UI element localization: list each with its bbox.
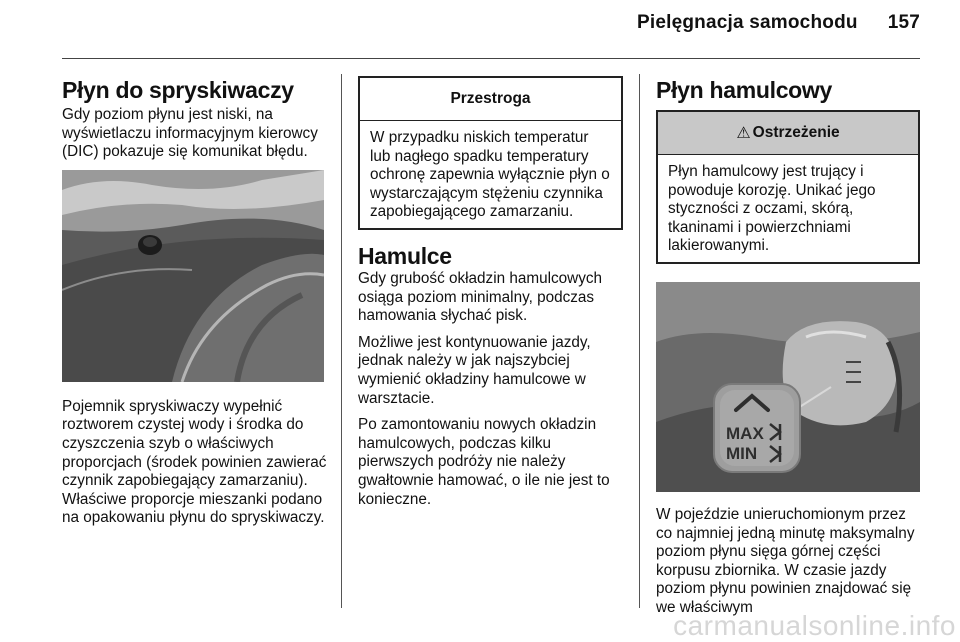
column-divider-left <box>341 74 342 608</box>
page-number: 157 <box>887 12 920 33</box>
washer-fluid-body: Pojemnik spryskiwaczy wypełnić roztworem czystej wody i środka do czyszczenia szyb o właściwych proporcjach (środek powinien zawierać czynnik zapobiegający zamarzaniu). Właściwe proporcje mieszanki podano na opakowaniu płynu do spryskiwaczy. <box>62 397 327 527</box>
column-divider-right <box>639 74 640 608</box>
warning-triangle-icon: ⚠ <box>736 125 751 142</box>
photo-label-max: MAX <box>726 423 764 443</box>
middle-column <box>358 76 623 517</box>
brakes-paragraph-1: Gdy grubość okładzin hamulcowych osiąga poziom minimalny, podczas hamowania słychać pisk. <box>358 269 603 325</box>
warning-header <box>658 112 918 155</box>
page-header <box>637 12 920 34</box>
caution-text: W przypadku niskich temperatur lub nagłego spadku temperatury ochronę zapewnia wyłącznie płyn o wystarczającym stężeniu czynnika zapobiegającego zamarzaniu. <box>370 129 610 221</box>
washer-fluid-intro: Gdy poziom płynu jest niski, na wyświetlaczu informacyjnym kierowcy (DIC) pokazuje się komunikat błędu. <box>62 106 318 161</box>
brake-fluid-heading: Płyn hamulcowy <box>656 77 833 103</box>
right-column <box>656 76 920 626</box>
header-divider <box>62 58 920 59</box>
washer-reservoir-photo <box>62 170 324 382</box>
watermark: carmanualsonline.info <box>673 610 956 641</box>
caution-title: Przestroga <box>360 78 621 121</box>
brakes-paragraph-2: Możliwe jest kontynuowanie jazdy, jednak należy w jak najszybciej wymienić okładziny hamulcowe w warsztacie. <box>358 333 591 407</box>
warning-box <box>656 110 920 264</box>
left-column <box>62 76 327 536</box>
caution-box <box>358 76 623 230</box>
brakes-paragraph-3: Po zamontowaniu nowych okładzin hamulcowych, podczas kilku pierwszych podróży nie należy gwałtownie hamować, o ile nie jest to konieczne. <box>358 416 610 508</box>
warning-text: Płyn hamulcowy jest trujący i powoduje korozję. Unikać jego styczności z oczami, skórą, tkaninami i powierzchniami lakierowanymi. <box>668 163 876 255</box>
brake-reservoir-photo <box>656 282 920 492</box>
photo-label-min: MIN <box>726 443 758 463</box>
header-title: Pielęgnacja samochodu <box>637 12 858 33</box>
warning-title: Ostrzeżenie <box>752 124 840 141</box>
washer-fluid-heading: Płyn do spryskiwaczy <box>62 77 294 103</box>
brakes-heading: Hamulce <box>358 242 452 269</box>
brake-fluid-body: W pojeździe unieruchomionym przez co najmniej jedną minutę maksymalny poziom płynu sięga górnej części korpusu zbiornika. W czasie jazdy poziom płynu powinien znajdować się we właściwym <box>656 505 915 616</box>
